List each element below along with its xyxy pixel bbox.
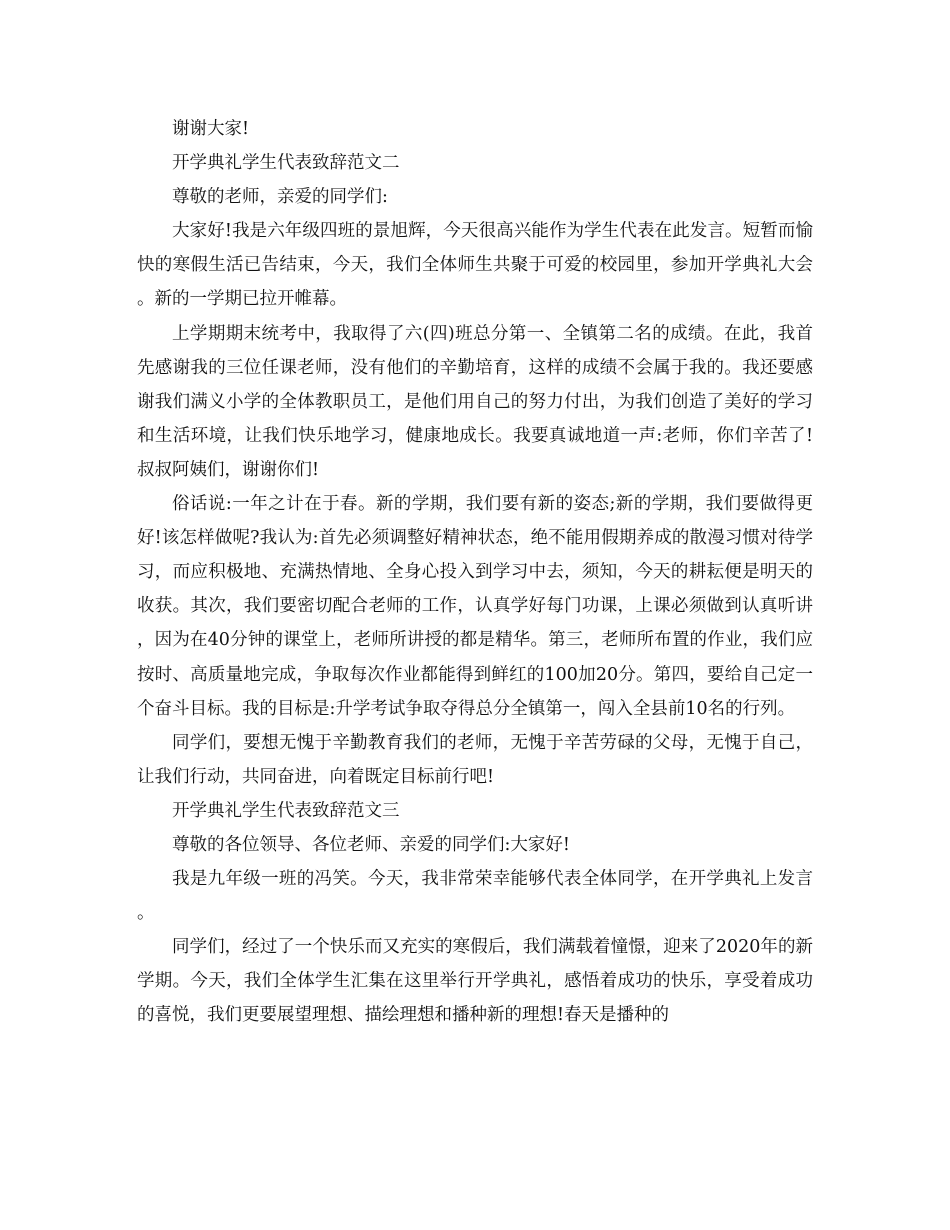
paragraph-new-semester-plan: 俗话说:一年之计在于春。新的学期，我们要有新的姿态;新的学期，我们要做得更好!该怎样做呢?我认为:首先必须调整好精神状态，绝不能用假期养成的散漫习惯对待学习，而应积极地、充满热情地、全身心投入到学习中去，须知，今天的耕耘便是明天的收获。其次，我们要密切配合老师的工作，认真学好每门功课，上课必须做到认真听讲，因为在40分钟的课堂上，老师所讲授的都是精华。第三，老师所布置的作业，我们应按时、高质量地完成，争取每次作业都能得到鲜红的100加20分。第四，要给自己定一个奋斗目标。我的目标是:升学考试争取夺得总分全镇第一，闯入全县前10名的行列。	[137, 494, 813, 719]
paragraph-call-to-action: 同学们，要想无愧于辛勤教育我们的老师，无愧于辛苦劳碌的父母，无愧于自己，让我们行动，共同奋进，向着既定目标前行吧!	[137, 732, 813, 787]
document-body	[137, 112, 813, 1033]
paragraph-gratitude: 上学期期末统考中，我取得了六(四)班总分第一、全镇第二名的成绩。在此，我首先感谢我的三位任课老师，没有他们的辛勤培育，这样的成绩不会属于我的。我还要感谢我们满义小学的全体教职员工，是他们用自己的努力付出，为我们创造了美好的学习和生活环境，让我们快乐地学习，健康地成长。我要真诚地道一声:老师，你们辛苦了!叔叔阿姨们，谢谢你们!	[137, 323, 813, 480]
paragraph-salutation-three: 尊敬的各位领导、各位老师、亲爱的同学们:大家好!	[172, 834, 570, 855]
paragraph-speaker-intro: 我是九年级一班的冯笑。今天，我非常荣幸能够代表全体同学，在开学典礼上发言。	[137, 869, 813, 924]
paragraph-new-semester: 同学们，经过了一个快乐而又充实的寒假后，我们满载着憧憬，迎来了2020年的新学期。今天，我们全体学生汇集在这里举行开学典礼，感悟着成功的快乐，享受着成功的喜悦，我们更要展望理想、描绘理想和播种新的理想!春天是播种的	[137, 937, 813, 1026]
section-heading-speech-three: 开学典礼学生代表致辞范文三	[172, 800, 400, 821]
section-heading-speech-two: 开学典礼学生代表致辞范文二	[172, 153, 400, 174]
paragraph-introduction: 大家好!我是六年级四班的景旭辉，今天很高兴能作为学生代表在此发言。短暂而愉快的寒假生活已告结束，今天，我们全体师生共聚于可爱的校园里，参加开学典礼大会。新的一学期已拉开帷幕。	[137, 221, 813, 310]
paragraph-salutation: 尊敬的老师，亲爱的同学们:	[172, 187, 388, 208]
paragraph-closing-thanks: 谢谢大家!	[172, 119, 250, 139]
